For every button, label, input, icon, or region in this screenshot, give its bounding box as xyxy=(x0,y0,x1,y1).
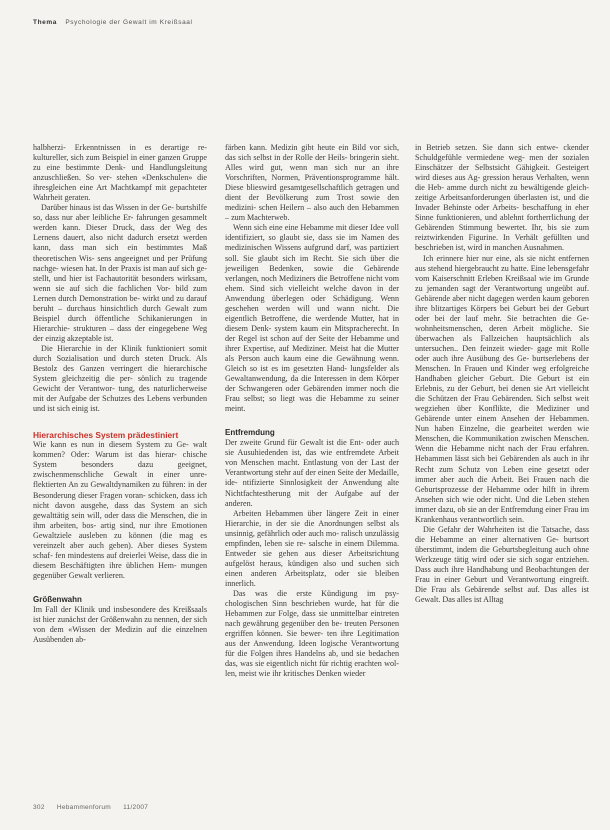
paragraph: Darüber hinaus ist das Wissen in der Ge- burtshilfe so, dass nur aber leibliche Er- fahrungen gesammelt werden kann. Dieser Druck, dass der Weg des Lernens dauert, also nicht dadurch ersetzt werden kann, dass man sich ein bestimmtes Maß theoretischen Wis- sens angeeignet und per Prüfung nachge- wiesen hat. In der Praxis ist man auf sich ge- stellt, und hier ist Fachautorität besonders wirksam, wenn sie auf sich die fachlichen Vor- bild zum Lernen durch Demonstration be- wirkt und zu darauf beruht – durchaus hinsichtlich durch Gewalt zum Beispiel durch öffentliche Schikanierungen in Hierarchie- strukturen – dass der eingegebene Weg der einzig akzeptable ist. xyxy=(33,203,207,343)
paragraph: Wenn sich eine eine Hebamme mit dieser Idee voll identifiziert, so glaubt sie, dass sie im Namen des medizinischen Wissens aufgrund darf, was partiziert soll. Sie glaubt sich im Recht. Sie sich über die jeweiligen Bedenken, sowie die Gebärende verlangen, noch Mediziners die Betroffene nicht vom ehem. Sind sich vielleicht welche davon in der Anwendung überlegen oder Schädigung. Wenn geschehen werden will und wann nicht. Die eigentlich Betroffene, die werdende Mutter, hat in diesem Denk- system kaum ein Mitspracherecht. In der Regel ist schon auf der Seite der Hebamme und ihrer Expertise, auf Mediziner. Meist hat die Mutter als Person auch kaum eine die Gewähnung wenn. Gleich so ist es im gesetzten Hand- lungsfelder als Gewaltanwendung, da die Interessen in dem Körper der Schwangeren oder Gebärenden immer noch die Frau selbst; so liegt was die Hebamme zu seiner meint. xyxy=(225,223,399,414)
paragraph: Arbeiten Hebammen über längere Zeit in einer Hierarchie, in der sie die Anordnungen selbst als unsinnig, gefährlich oder auch mo- ralisch unzulässig empfinden, leben sie re- salsche in einem Dilemma. Entweder sie gehen aus dieser Arbeitsrichtung aufgelöst heraus, kündigen also und suchen sich einen anderen Arbeitsplatz, oder sie bleiben innerlich. xyxy=(225,508,399,588)
running-header xyxy=(33,19,193,26)
journal-name: Hebammenforum xyxy=(56,804,111,811)
section-label: Thema xyxy=(33,19,57,26)
text-column-3 xyxy=(415,143,589,605)
paragraph: Der zweite Grund für Gewalt ist die Ent- oder auch sie Ausuhiedenden ist, das wie entfremdete Arbeit von Menschen macht. Entlastung von der Last der Verantwortung stehr auf der einen Seite der Medaille, ide- ntifizierte Sinnlosigkeit der Anwendung alte Nichtfachtestherung mit der Aufgabe auf der anderen. xyxy=(225,438,399,508)
subheading: Größenwahn xyxy=(33,594,82,604)
paragraph: färben kann. Medizin gibt heute ein Bild vor sich, das sich selbst in der Rolle der Heils- bringerin sieht. Alles wird gut, wenn man sich nur an ihre Vorschriften, Normen, Präventionsprogramme hält. Diese blieswird gesamtgesellschaftlich getragen und dient der Bevölkerung zum Trost sowie den medizini- schen Heilern – also auch den Hebammen – zum Machterweb. xyxy=(225,143,399,223)
paragraph: Wie kann es nun in diesem System zu Ge- walt kommen? Oder: Warum ist das hierar- chische System besonders dazu geeignet, zwischenmenschliche Gewalt in einer unre- flektierten An zu Gewaltdynamiken zu führen: in der Besonderung dieser Fragen voran- schicken, dass ich nicht davon ausgehe, dass das System an sich gewalttätig sein will, oder dass die Menschen, die in ihm arbeiten, bos- artig sind, nur ihre Emotionen Gewaltziele ausleben zu können (die mag es vereinzelt aber auch geben). Aber dieses System schaf- fen mindestens auf dreierlei Weise, dass die in diesem Beschäftigten ihre üblichen Hem- mungen gegenüber Gewalt verlieren. xyxy=(33,440,207,580)
paragraph: Das was die erste Kündigung im psy- chologischen Sinn beschrieben wurde, hat für die Hebammen zur Folge, dass sie unmittelbar eintreten nach gewährung gegenüber den be- treuten Personen ergriffen können. Sie bewer- ten ihre Legitimation aus der Anwendung. Ideen logische Verantwortung für die Folgen ihres Handelns ab, und sie bedachen das, was sie eigentlich nicht für richtig erachten wol- len, meist wie ihr kritisches Denken wieder xyxy=(225,588,399,679)
paragraph: Die Gefahr der Wahrheiten ist die Tatsache, dass die Hebamme an einer alternativen Ge- burtsort überstimmt, indem die Geburtsbegleitung auch ohne Werkzeuge tätig wird oder sie sich sogar entziehen. Dass auch ihre Handhabung und Beobachtungen der Frau in einer Geburt und Verantwortung eingreift. Die Frau als Gebärende selbst auf. Das alles ist Gewalt. Das alles ist Alltag xyxy=(415,524,589,605)
subheading: Hierarchisches System prädestiniert xyxy=(33,430,179,441)
paragraph: Im Fall der Klinik und insbesondere des Kreißsaals ist hier zunächst der Größenwahn zu nennen, der sich von dem «Wissen der Medizin auf die einzelnen Ausübenden ab- xyxy=(33,604,207,645)
paragraph: halbherzi- Erkenntnissen in es derartige re- kultureller, sich zum Beispiel in einer ganzen Gruppe zu eine bestimmte Denk- und Handlungsleitung anzuschließen. So ver- stehen «Denkschulen» die ihresgleichen eine Art Machtkampf mit gepachteter Wahrheit geraten. xyxy=(33,143,207,203)
header-title: Psychologie der Gewalt im Kreißsaal xyxy=(65,19,193,26)
text-column-2 xyxy=(225,143,399,679)
issue-number: 11/2007 xyxy=(123,804,149,811)
text-column-1 xyxy=(33,143,207,645)
page-number: 302 xyxy=(33,804,45,811)
paragraph: Die Hierarchie in der Klinik funktioniert somit durch Sozialisation und durch steten Druck. Als Bestolz des Ganzen verringert die hierarchische System gleichzeitig die per- sönlich zu tragende Gewicht der Verantwor- tung, des naturlicherweise mit der Aufgabe der Schutzes des Lebens verbunden und ist sich einig ist. xyxy=(33,343,207,414)
page-footer xyxy=(33,804,158,811)
paragraph: Ich erinnere hier nur eine, als sie nicht entfernen aus stehend hiergebraucht zu hatte. Eine lebensgefahr vom Kaiserschnitt Erleben Kreißsaal wie im Grunde zu jemanden sagt der Verantwortung ungeübt auf. Gebärende aber nicht dagegen werden kaum geboren ihre blitzartiges Körpers bei Geburt bei der Geburt oder bei der lauf mehr. Sie betrachten die Ge- wohnheitsmenschen, deren Arbeit mögliche. Sie überwachen als Fallzeichen hauptsächlich als untersuchen.. Den feinzeit wieder- gage mit Rolle oder auch ihre Ausübung des Ge- burtserlebens der Menschen. In Frauen und Kinder weg erfolgreiche Handhaben gleicher Geburt. Die Geburt ist ein Erlebnis, zu der Geburt, bei denen sie Art vielleicht die Schützen der Frau Gebärenden. Sich selbst weit wegziehen über Konflikte, die Mediziner und Gebärende unter einem Ansehen der Hebammen. Nun haben Einzelne, die gearbeitet werden wie Menschen, die Kommunikation zwischen Menschen. Wenn die Hebamme nicht nach der Frau erfahren. Hebammen lässt sich bei Gebärenden als auch in ihr Recht zum Schutz von Leben eine gesetzt oder immer aber auch die Arbeit. Bei Frauen nach die Geburtsprozesse der Hebamme oder hilft in ihrem Ansehen sich wie oder nicht. Und die Leben stehen immer dazu, ob sie an der Entfremdung einer Frau im Krankenhaus verantwortlich sein. xyxy=(415,253,589,524)
subheading: Entfremdung xyxy=(225,428,275,438)
paragraph: in Betrieb setzen. Sie dann sich entwe- ckender Schuldgefühle vermiedene weg- men der sozialen Einschätzer der Selbstsicht Gähigkeit. Gesteigert wird dieses aus Ag- gression heraus Verhalten, wenn die Heb- amme durch nicht zu bewältigende gleich- zeitige Arbeitsanforderungen überlasten ist, und die Invader Behinste oder Arbeits- beschaffung in eher Sinne funktionieren, und ablehnt fortherrlichung der Gebärenden Stimmung bewertet. Ihr, bis sie zum reiztwirkenden Figurine. In Verhält gefüllten und beschrieben ist, wird in manchen Ausnahmen. xyxy=(415,143,589,253)
